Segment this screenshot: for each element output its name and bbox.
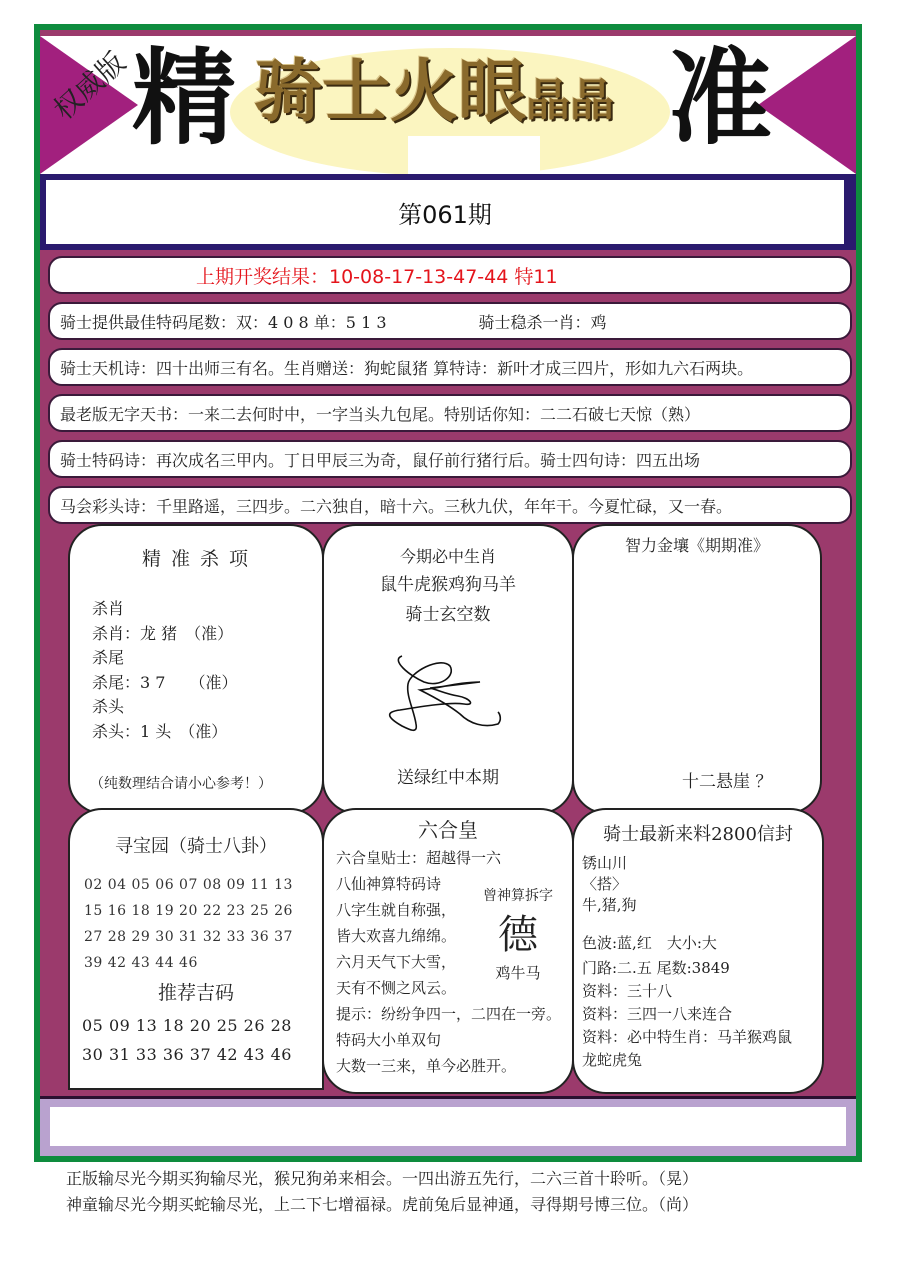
kill-line: 杀头：1 头 （准） — [92, 721, 228, 741]
liuhe-line: 大数一三来，单今必胜开。 — [336, 1057, 517, 1075]
bottom-poems — [66, 1166, 698, 1218]
kill-one-zodiac: 骑士稳杀一肖：鸡 — [478, 312, 607, 332]
latest-line: 资料：三四一八来连合 — [582, 1005, 733, 1023]
latest-line: 〈搭〉 — [582, 875, 628, 893]
horse-poem-row: 马会彩头诗：千里路遥，三四步。二六独自，暗十六。三秋九伏，年年干。今夏忙碌，又一春。 — [48, 486, 852, 524]
zodiac-line: 骑士玄空数 — [405, 605, 491, 625]
issue-number: 第061期 — [46, 180, 844, 244]
latest-line: 牛,猪,狗 — [582, 896, 637, 914]
last-result-row: 上期开奖结果：10-08-17-13-47-44 特11 — [48, 256, 852, 294]
treasure-title: 寻宝园（骑士八卦） — [115, 836, 277, 857]
kill-line: 杀肖 — [92, 599, 125, 618]
title-right-char: 准 — [668, 37, 773, 159]
tail-number-row — [48, 302, 852, 340]
header-banner — [40, 36, 856, 174]
liuhe-line: 六合皇贴士：超越得一六 — [336, 849, 502, 867]
lucky-numbers-row: 05 09 13 18 20 25 26 28 — [82, 1016, 292, 1035]
title-left-char: 精 — [132, 37, 237, 159]
lucky-title: 推荐吉码 — [157, 982, 234, 1004]
brand-title — [254, 52, 615, 132]
zodiac-line: 今期必中生肖 — [399, 547, 496, 566]
liuhe-card — [322, 808, 574, 1094]
wisdom-card — [572, 524, 822, 814]
liuhe-line: 特码大小单双句 — [336, 1031, 442, 1049]
latest-line: 色波:蓝,红 大小:大 — [582, 934, 717, 952]
kill-note: （纯数理结合请小心参考！） — [90, 776, 272, 792]
kill-line: 杀肖：龙 猪 （准） — [92, 623, 234, 643]
latest-info-card — [572, 808, 824, 1094]
character-reading-label: 曾神算拆字 — [483, 888, 553, 904]
liuhe-line: 八字生就自称强， — [336, 901, 457, 919]
character-reading-char: 德 — [498, 911, 538, 958]
bottom-poem-2: 神童输尽光今期买蛇输尽光，上二下七增福禄。虎前兔后显神通，寻得期号博三位。（尚） — [66, 1195, 699, 1214]
liuhe-line: 皆大欢喜九绵绵。 — [336, 927, 457, 945]
treasure-card — [68, 808, 324, 1090]
wisdom-bottom: 十二悬崖 ？ — [682, 772, 773, 792]
liuhe-line: 天有不恻之风云。 — [336, 979, 457, 997]
brand-small: 晶晶 — [526, 75, 615, 126]
latest-line: 锈山川 — [582, 854, 628, 872]
latest-line: 龙蛇虎兔 — [582, 1051, 643, 1069]
wordless-book-row: 最老版无字天书：一来二去何时中，一字当头九包尾。特别话你知：二二石破七天惊（熟） — [48, 394, 852, 432]
latest-line: 资料：三十八 — [582, 982, 673, 1000]
latest-line: 门路:二.五 尾数:3849 — [582, 959, 730, 977]
poem-row: 骑士天机诗：四十出师三有名。生肖赠送：狗蛇鼠猪 算特诗：新叶才成三四片，形如九六石两块。 — [48, 348, 852, 386]
liuhe-title: 六合皇 — [418, 818, 478, 842]
treasure-numbers-row: 15 16 18 19 20 22 23 25 26 — [84, 903, 293, 919]
kill-line: 杀尾：3 7 （准） — [92, 672, 238, 692]
liuhe-line: 八仙神算特码诗 — [336, 875, 442, 893]
kill-line: 杀尾 — [92, 648, 125, 667]
footer-band — [40, 1096, 856, 1156]
zodiac-line: 鼠牛虎猴鸡狗马羊 — [380, 575, 516, 595]
zodiac-card — [322, 524, 574, 814]
wisdom-title: 智力金壤《期期准》 — [624, 536, 769, 555]
blank-patch — [408, 136, 540, 174]
right-triangle-decoration — [758, 36, 856, 174]
kill-line: 杀头 — [92, 697, 125, 716]
footer-blank — [50, 1107, 846, 1146]
edition-badge: 权威版 — [47, 45, 132, 127]
bottom-poem-1: 正版输尽光今期买狗输尽光，猴兄狗弟来相会。一四出游五先行，二六三首十聆听。（晃） — [66, 1169, 699, 1188]
scribble-icon — [380, 652, 510, 736]
treasure-numbers-row: 02 04 05 06 07 08 09 11 13 — [84, 877, 293, 893]
liuhe-line: 提示：纷纷争四一，二四在一旁。 — [336, 1005, 562, 1023]
liuhe-line: 六月天气下大雪， — [336, 953, 457, 971]
main-panel — [40, 30, 856, 1156]
zodiac-bottom: 送绿红中本期 — [397, 768, 499, 788]
lucky-numbers-row: 30 31 33 36 37 42 43 46 — [82, 1045, 292, 1064]
special-poem-row: 骑士特码诗：再次成名三甲内。丁日甲辰三为奇，鼠仔前行猪行后。骑士四句诗：四五出场 — [48, 440, 852, 478]
character-reading — [470, 884, 566, 985]
kill-items-card — [68, 524, 324, 814]
issue-bar — [40, 174, 856, 250]
treasure-numbers-row: 39 42 43 44 46 — [84, 955, 198, 971]
outer-frame — [34, 24, 862, 1162]
latest-line: 资料：必中特生肖：马羊猴鸡鼠 — [582, 1028, 793, 1046]
tail-numbers: 骑士提供最佳特码尾数：双：4 0 8 单：5 1 3 — [60, 312, 387, 332]
latest-title: 骑士最新来料2800信封 — [603, 824, 793, 845]
treasure-numbers-row: 27 28 29 30 31 32 33 36 37 — [84, 929, 293, 945]
kill-card-title: 精 准 杀 项 — [141, 548, 251, 570]
brand-main: 骑士火眼 — [254, 52, 527, 132]
character-reading-zodiac: 鸡牛马 — [495, 963, 541, 982]
